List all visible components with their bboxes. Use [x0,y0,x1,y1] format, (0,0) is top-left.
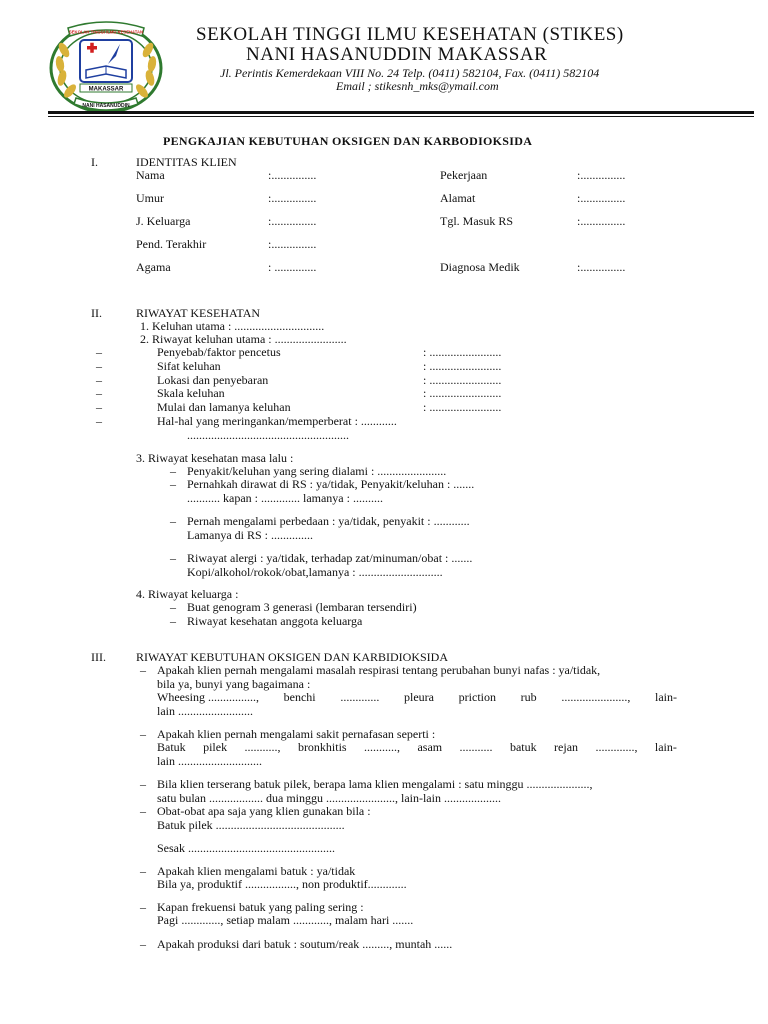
answer-word: Batuk [157,740,186,754]
answer-line[interactable]: Bila ya, produktif ................., non produktif............. [157,877,407,891]
field-blank[interactable]: :............... [577,168,626,182]
sub-item-blank[interactable]: Lamanya di RS : .............. [187,528,313,542]
section-title: IDENTITAS KLIEN [136,155,237,169]
answer-word: lain- [654,740,677,754]
bullet-dash: – [96,373,102,387]
field-label: Agama [136,260,171,274]
answer-word: ........... [459,740,493,754]
field-label: Umur [136,191,164,205]
sub-item-blank[interactable]: Kopi/alkohol/rokok/obat,lamanya : ............................ [187,565,443,579]
answer-word: Wheesing ................, [157,690,259,704]
sub-item-label: Penyebab/faktor pencetus [157,345,281,359]
sub-item-blank[interactable]: : ........................ [423,345,502,359]
question-cont: bila ya, bunyi yang bagaimana : [157,677,311,691]
school-name-line1: SEKOLAH TINGGI ILMU KESEHATAN (STIKES) [196,24,624,45]
field-label: Alamat [440,191,476,205]
answer-line[interactable] [157,740,677,755]
bullet-dash: – [140,727,146,741]
question: Apakah klien pernah mengalami sakit pernafasan seperti : [157,727,436,741]
bullet-dash: – [140,937,146,951]
sub-item-label: Skala keluhan [157,386,225,400]
question: Apakah klien mengalami batuk : ya/tidak [157,864,356,878]
logo-ring-bottom: NANI HASANUDDIN [82,103,130,109]
answer-word: ............. [340,690,380,704]
bullet-dash: – [140,663,146,677]
section-title: RIWAYAT KEBUTUHAN OKSIGEN DAN KARBIDIOKSIDA [136,650,448,664]
list-item: 3. Riwayat kesehatan masa lalu : [136,451,294,465]
answer-line[interactable]: Batuk pilek ........................................... [157,818,345,832]
question: Obat-obat apa saja yang klien gunakan bila : [157,804,371,818]
answer-line[interactable]: Pagi ............., setiap malam ............, malam hari ....... [157,913,414,927]
school-name-line2: NANI HASANUDDIN MAKASSAR [246,44,548,65]
answer-word: ..........., [244,740,281,754]
logo-ring-mid: MAKASSAR [88,86,124,93]
answer-word: pilek [203,740,228,754]
bullet-dash: – [96,345,102,359]
sub-item-label: Pernah mengalami perbedaan : ya/tidak, penyakit : ............ [187,514,470,528]
bullet-dash: – [170,551,176,565]
field-blank[interactable]: :............... [268,168,317,182]
bullet-dash: – [170,614,176,628]
list-item: 4. Riwayat keluarga : [136,587,239,601]
sub-item-blank[interactable]: : ........................ [423,400,502,414]
sub-item-label: Pernahkah dirawat di RS : ya/tidak, Penyakit/keluhan : ....... [187,477,475,491]
answer-line[interactable]: lain ......................... [157,704,253,718]
sub-item-label: Mulai dan lamanya keluhan [157,400,291,414]
answer-word: ............., [595,740,638,754]
list-item: 1. Keluhan utama : .............................. [140,319,325,333]
field-blank[interactable]: :............... [268,214,317,228]
header-rule-thick [48,111,754,114]
bullet-dash: – [96,414,102,428]
answer-word: asam [417,740,443,754]
bullet-dash: – [170,477,176,491]
sub-item-label: Hal-hal yang meringankan/memperberat : ............ [157,414,397,428]
question: Kapan frekuensi batuk yang paling sering : [157,900,364,914]
sub-item-label: Riwayat kesehatan anggota keluarga [187,614,363,628]
logo-ring-top: SEKOLAH TINGGI ILMU KESEHATAN [68,29,144,35]
bullet-dash: – [96,386,102,400]
answer-word: pleura [404,690,434,704]
field-blank[interactable]: :............... [577,191,626,205]
answer-word: lain- [655,690,677,704]
bullet-dash: – [140,900,146,914]
answer-word: priction [458,690,496,704]
answer-word: bronkhitis [297,740,347,754]
school-email: Email ; stikesnh_mks@ymail.com [336,79,499,93]
sub-item-label: Riwayat alergi : ya/tidak, terhadap zat/minuman/obat : ....... [187,551,473,565]
field-label: Diagnosa Medik [440,260,520,274]
sub-item-blank[interactable]: : ........................ [423,386,502,400]
section-number: I. [91,155,98,169]
bullet-dash: – [96,400,102,414]
answer-word: ..........., [364,740,401,754]
sub-item-blank[interactable]: : ........................ [423,359,502,373]
header-rule-thin [48,116,754,117]
question: Apakah produksi dari batuk : soutum/reak ........., muntah ...... [157,937,453,951]
field-label: Pekerjaan [440,168,488,182]
school-address: Jl. Perintis Kemerdekaan VIII No. 24 Telp. (0411) 582104, Fax. (0411) 582104 [220,66,600,80]
answer-line[interactable]: Sesak ................................................. [157,841,335,855]
section-title: RIWAYAT KESEHATAN [136,306,261,320]
document-title: PENGKAJIAN KEBUTUHAN OKSIGEN DAN KARBODIOKSIDA [163,134,533,148]
answer-word: batuk [509,740,537,754]
field-label: Nama [136,168,165,182]
bullet-dash: – [170,600,176,614]
sub-item-label: Sifat keluhan [157,359,221,373]
answer-line[interactable] [157,690,677,705]
bullet-dash: – [170,464,176,478]
sub-item-blank[interactable]: ...................................................... [187,428,349,442]
field-label: J. Keluarga [136,214,191,228]
bullet-dash: – [96,359,102,373]
field-label: Tgl. Masuk RS [440,214,514,228]
question: Bila klien terserang batuk pilek, berapa lama klien mengalami : satu minggu ....................., [157,777,593,791]
bullet-dash: – [140,864,146,878]
answer-word: ......................, [561,690,631,704]
answer-word: benchi [283,690,316,704]
sub-item-blank[interactable]: ........... kapan : ............. lamanya : .......... [187,491,383,505]
answer-line[interactable]: satu bulan .................. dua minggu ......................., lain-lain ................... [157,791,501,805]
question: Apakah klien pernah mengalami masalah respirasi tentang perubahan bunyi nafas : ya/tidak, [157,663,601,677]
answer-word: rejan [554,740,579,754]
sub-item-label: Buat genogram 3 generasi (lembaran tersendiri) [187,600,417,614]
section-number: III. [91,650,106,664]
sub-item-label: Lokasi dan penyebaran [157,373,269,387]
bullet-dash: – [140,804,146,818]
section-number: II. [91,306,102,320]
field-blank[interactable]: : .............. [268,260,317,274]
answer-line[interactable]: lain ............................ [157,754,262,768]
sub-item-label: Penyakit/keluhan yang sering dialami : ....................... [187,464,447,478]
list-item: 2. Riwayat keluhan utama : ........................ [140,332,347,346]
school-logo [46,20,166,118]
bullet-dash: – [140,777,146,791]
field-label: Pend. Terakhir [136,237,207,251]
sub-item-blank[interactable]: : ........................ [423,373,502,387]
field-blank[interactable]: :............... [268,237,317,251]
field-blank[interactable]: :............... [577,214,626,228]
field-blank[interactable]: :............... [577,260,626,274]
answer-word: rub [520,690,537,704]
field-blank[interactable]: :............... [268,191,317,205]
bullet-dash: – [170,514,176,528]
